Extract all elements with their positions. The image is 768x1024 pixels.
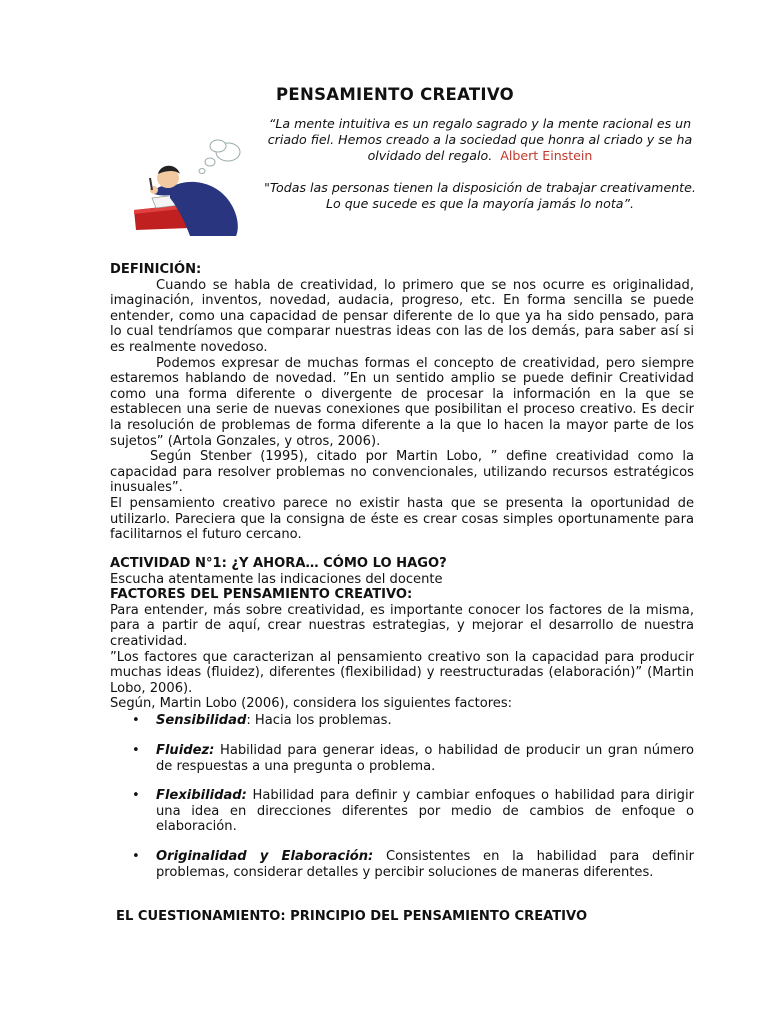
factor-description: Consistentes en la habilidad para definir problemas, considerar detalles y percibir soluciones de maneras diferentes. <box>156 849 694 880</box>
factor-separator: : <box>246 713 255 728</box>
factor-description: Hacia los problemas. <box>254 713 392 728</box>
factor-description: Habilidad para definir y cambiar enfoques o habilidad para dirigir una idea en direcciones diferentes por medio de cambios de enfoque o elaboración. <box>156 788 694 835</box>
einstein-quote <box>262 116 698 164</box>
definicion-paragraph-2: Podemos expresar de muchas formas el concepto de creatividad, pero siempre estaremos hablando de novedad. ”En un sentido amplio se puede definir Creatividad como una forma diferente o divergente de procesar la información en la que se establecen una serie de nuevas conexiones que posibilitan el proceso creativo. Es decir la resolución de problemas de forma diferente a la que lo hacen la mayor parte de los sujetos” (Artola Gonzales, y otros, 2006). <box>110 355 694 449</box>
definicion-paragraph-4: El pensamiento creativo parece no existir hasta que se presenta la oportunidad de utilizarlo. Pareciera que la consigna de éste es crear cosas simples oportunamente para facilitarnos el futuro cercano. <box>110 495 694 543</box>
quote-text: “La mente intuitiva es un regalo sagrado y la mente racional es un criado fiel. Hemos creado a la sociedad que honra al criado y se ha olvidado del regalo. <box>267 116 693 163</box>
page-title: PENSAMIENTO CREATIVO <box>276 85 514 104</box>
bullet-icon: • <box>132 713 140 728</box>
list-item <box>132 743 694 774</box>
actividad-section <box>110 556 694 712</box>
list-item <box>132 849 694 880</box>
list-item <box>132 788 694 835</box>
factores-paragraph-2: ”Los factores que caracterizan al pensamiento creativo son la capacidad para producir muchas ideas (fluidez), diferentes (flexibilidad) y reestructuradas (elaboración)” (Martin Lobo, 2006). <box>110 649 694 696</box>
factor-term: Sensibilidad <box>156 713 247 728</box>
factor-separator <box>373 849 386 864</box>
actividad-heading: ACTIVIDAD N°1: ¿Y AHORA… CÓMO LO HAGO? <box>110 556 447 571</box>
bullet-icon: • <box>132 788 140 803</box>
factores-paragraph-1: Para entender, más sobre creatividad, es importante conocer los factores de la misma, para a partir de aquí, crear nuestras estrategias, y mejorar el desarrollo de nuestra creatividad. <box>110 602 694 649</box>
actividad-instruction: Escucha atentamente las indicaciones del docente <box>110 571 443 587</box>
factor-term: Flexibilidad: <box>156 788 247 803</box>
cuestionamiento-heading: EL CUESTIONAMIENTO: PRINCIPIO DEL PENSAMIENTO CREATIVO <box>116 909 588 924</box>
definicion-section <box>110 262 694 543</box>
factores-heading: FACTORES DEL PENSAMIENTO CREATIVO: <box>110 587 413 603</box>
thinking-person-illustration <box>130 138 245 238</box>
list-item <box>132 713 694 729</box>
factores-paragraph-3: Según, Martin Lobo (2006), considera los siguientes factores: <box>110 696 513 712</box>
factor-description: Habilidad para generar ideas, o habilidad de producir un gran número de respuestas a una pregunta o problema. <box>156 743 694 774</box>
definicion-paragraph-3: Según Stenber (1995), citado por Martin Lobo, ” define creatividad como la capacidad para resolver problemas no convencionales, utilizando recursos estratégicos inusuales”. <box>110 449 694 496</box>
second-quote: "Todas las personas tienen la disposición de trabajar creativamente. Lo que sucede es que la mayoría jamás lo nota”. <box>264 180 696 211</box>
definicion-paragraph-1: Cuando se habla de creatividad, lo primero que se nos ocurre es originalidad, imaginación, inventos, novedad, audacia, progreso, etc. En forma sencilla se puede entender, como una capacidad de pensar diferente de lo que ya ha sido pensado, para lo cual tendríamos que comparar nuestras ideas con las de los demás, para saber así si es realmente novedoso. <box>110 277 694 355</box>
bullet-icon: • <box>132 849 140 864</box>
factor-term: Originalidad y Elaboración: <box>156 849 374 864</box>
quote-author: Albert Einstein <box>500 148 593 163</box>
definicion-heading: DEFINICIÓN: <box>110 262 202 277</box>
bullet-icon: • <box>132 743 140 758</box>
factor-term: Fluidez: <box>156 743 215 758</box>
